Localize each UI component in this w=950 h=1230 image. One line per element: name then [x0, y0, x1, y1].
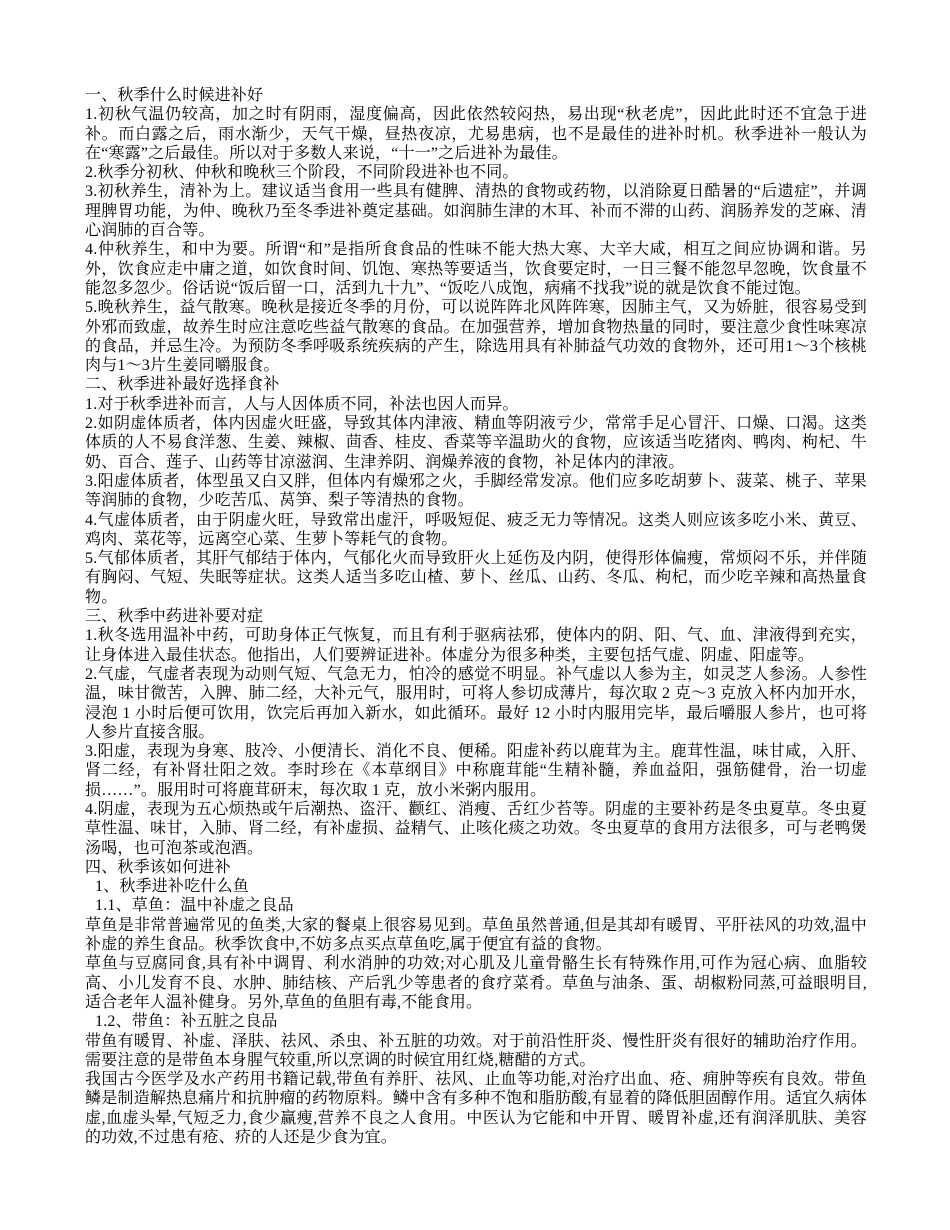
paragraph: 4.阴虚，表现为五心烦热或午后潮热、盗汗、颧红、消瘦、舌红少苔等。阴虚的主要补药是冬虫夏草。冬虫夏草性温、味甘，入肺、肾二经，有补虚损、益精气、止咳化痰之功效。冬虫夏草的食用方法很多，可与老鸭煲汤喝，也可泡茶或泡酒。 — [85, 800, 867, 857]
paragraph: 1.初秋气温仍较高，加之时有阴雨，湿度偏高，因此依然较闷热，易出现“秋老虎”，因此此时还不宜急于进补。而白露之后，雨水渐少，天气干燥，昼热夜凉，尤易患病，也不是最佳的进补时机。秋季进补一般认为在“寒露”之后最佳。所以对于多数人来说，“十一”之后进补为最佳。 — [85, 106, 867, 162]
document-body — [85, 86, 867, 1147]
paragraph: 1.对于秋季进补而言，人与人因体质不同，补法也因人而异。 — [85, 395, 519, 413]
paragraph: 4.气虚体质者，由于阴虚火旺，导致常出虚汗，呼吸短促、疲乏无力等情况。这类人则应该多吃小米、黄豆、鸡肉、菜花等，远离空心菜、生萝卜等耗气的食物。 — [85, 511, 867, 548]
paragraph: 4.仲秋养生，和中为要。所谓“和”是指所食食品的性味不能大热大寒、大辛大咸，相互之间应协调和谐。另外，饮食应走中庸之道，如饮食时间、饥饱、寒热等要适当，饮食要定时，一日三餐不能忽早忽晚，饮食量不能忽多忽少。俗话说“饭后留一口，活到九十九”、“饭吃八成饱，病痛不找我”说的就是饮食不能过饱。 — [85, 241, 867, 297]
paragraph: 5.气郁体质者，其肝气郁结于体内，气郁化火而导致肝火上延伤及内阴，使得形体偏瘦，常烦闷不乐，并伴随有胸闷、气短、失眠等症状。这类人适当多吃山楂、萝卜、丝瓜、山药、冬瓜、枸杞，而少吃辛辣和高热量食物。 — [85, 550, 867, 606]
paragraph: 3.初秋养生，清补为上。建议适当食用一些具有健脾、清热的食物或药物，以消除夏日酷暑的“后遗症”，并调理脾胃功能，为仲、晚秋乃至冬季进补奠定基础。如润肺生津的木耳、补而不滞的山药、润肠养发的芝麻、清心润肺的百合等。 — [85, 183, 867, 240]
section-heading: 一、秋季什么时候进补好 — [85, 87, 264, 104]
section-heading: 1、秋季进补吃什么鱼 — [95, 878, 250, 896]
paragraph: 2.气虚，气虚者表现为动则气短、气急无力，怕冷的感觉不明显。补气虚以人参为主，如灵芝人参汤。人参性温，味甘微苦，入脾、肺二经，大补元气，服用时，可将人参切成薄片，每次取 2 克～3 克放入杯内加开水，浸泡 1 小时后便可饮用，饮完后再加入新水，如此循环。最好 12 小时内服用完毕，最后嚼服人参片，也可将人参片直接含服。 — [85, 665, 867, 741]
section-heading: 1.1、草鱼：温中补虚之良品 — [95, 897, 294, 915]
paragraph: 我国古今医学及水产药用书籍记载,带鱼有养肝、祛风、止血等功能,对治疗出血、疮、痈肿等疾有良效。带鱼鳞是制造解热息痛片和抗肿瘤的药物原料。鳞中含有多种不饱和脂肪酸,有显着的降低胆固醇作用。适宜久病体虚,血虚头晕,气短乏力,食少赢瘦,营养不良之人食用。中医认为它能和中开胃、暖胃补虚,还有润泽肌肤、美容的功效,不过患有疮、疥的人还是少食为宜。 — [85, 1071, 867, 1147]
paragraph: 带鱼有暖胃、补虚、泽肤、祛风、杀虫、补五脏的功效。对于前沿性肝炎、慢性肝炎有很好的辅助治疗作用。需要注意的是带鱼本身腥气较重,所以烹调的时候宜用红烧,糖醋的方式。 — [85, 1032, 867, 1069]
section-heading: 1.2、带鱼：补五脏之良品 — [95, 1013, 278, 1031]
paragraph: 1.秋冬选用温补中药，可助身体正气恢复，而且有利于驱病祛邪，使体内的阴、阳、气、血、津液得到充实，让身体进入最佳状态。他指出，人们要辨证进补。体虚分为很多种类，主要包括气虚、阴虚、阳虚等。 — [85, 627, 867, 664]
paragraph: 3.阳虚，表现为身寒、肢冷、小便清长、消化不良、便稀。阳虚补药以鹿茸为主。鹿茸性温，味甘咸，入肝、肾二经，有补肾壮阳之效。李时珍在《本草纲目》中称鹿茸能“生精补髓，养血益阳，强筋健骨，治一切虚损……”。服用时可将鹿茸研末，每次取 1 克，放小米粥内服用。 — [85, 743, 867, 799]
paragraph: 5.晚秋养生，益气散寒。晚秋是接近冬季的月份，可以说阵阵北风阵阵寒，因肺主气，又为娇脏，很容易受到外邪而致虚，故养生时应注意吃些益气散寒的食品。在加强营养，增加食物热量的同时，要注意少食性味寒凉的食品，并忌生冷。为预防冬季呼吸系统疾病的产生，除选用具有补肺益气功效的食物外，还可用1～3个核桃肉与1～3片生姜同嚼服食。 — [85, 299, 867, 375]
section-heading: 三、秋季中药进补要对症 — [85, 608, 264, 626]
paragraph: 草鱼与豆腐同食,具有补中调胃、利水消肿的功效;对心肌及儿童骨骼生长有特殊作用,可作为冠心病、血脂较高、小儿发育不良、水肿、肺结核、产后乳少等患者的食疗菜肴。草鱼与油条、蛋、胡椒粉同蒸,可益眼明目,适合老年人温补健身。另外,草鱼的鱼胆有毒,不能食用。 — [85, 955, 867, 1011]
paragraph: 2.如阴虚体质者，体内因虚火旺盛，导致其体内津液、精血等阴液亏少，常常手足心冒汗、口燥、口渴。这类体质的人不易食洋葱、生姜、辣椒、茴香、桂皮、香菜等辛温助火的食物，应该适当吃猪肉、鸭肉、枸杞、牛奶、百合、莲子、山药等甘凉滋润、生津养阴、润燥养液的食物，补足体内的津液。 — [85, 415, 867, 471]
section-heading: 四、秋季该如何进补 — [85, 858, 231, 876]
paragraph: 草鱼是非常普遍常见的鱼类,大家的餐桌上很容易见到。草鱼虽然普通,但是其却有暖胃、平肝祛风的功效,温中补虚的养生食品。秋季饮食中,不妨多点买点草鱼吃,属于便宜有益的食物。 — [85, 916, 867, 954]
paragraph: 2.秋季分初秋、仲秋和晚秋三个阶段，不同阶段进补也不同。 — [85, 164, 519, 182]
section-heading: 二、秋季进补最好选择食补 — [85, 376, 280, 394]
paragraph: 3.阳虚体质者，体型虽又白又胖，但体内有燥邪之火，手脚经常发凉。他们应多吃胡萝卜、菠菜、桃子、苹果等润肺的食物，少吃苦瓜、莴笋、梨子等清热的食物。 — [85, 472, 867, 510]
